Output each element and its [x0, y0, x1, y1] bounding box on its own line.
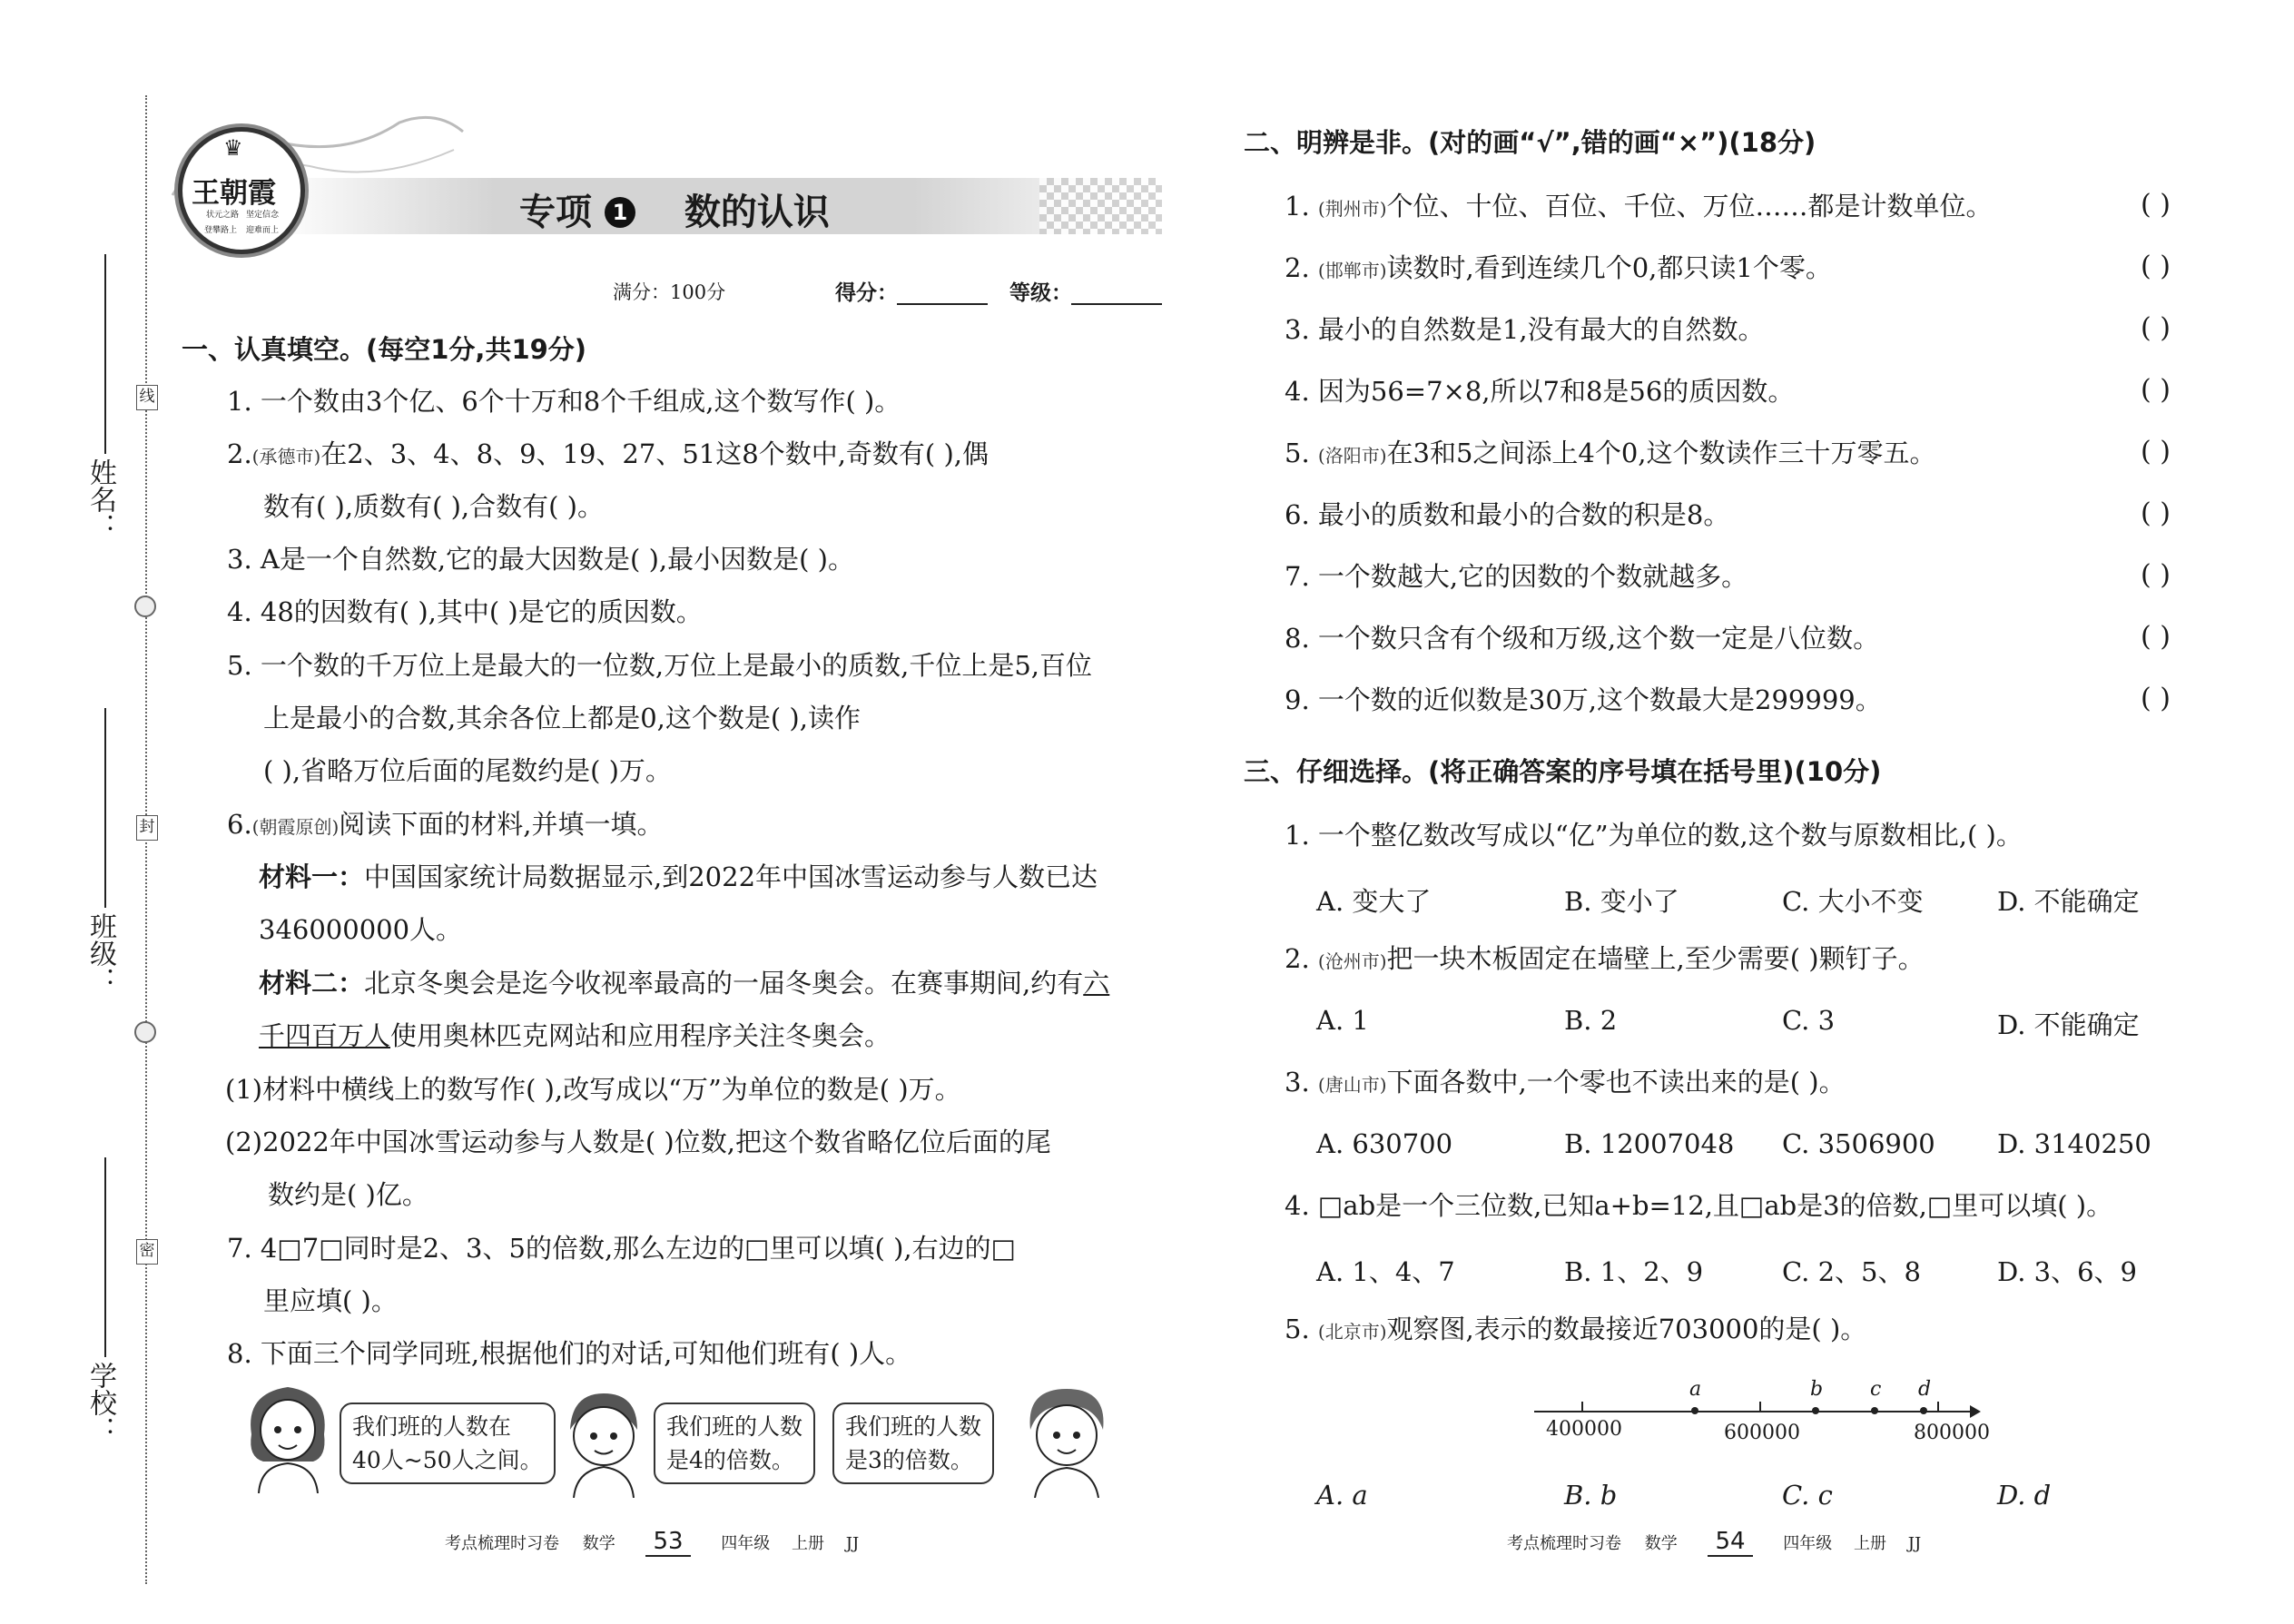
question-3: 3. A是一个自然数,它的最大因数是( ),最小因数是( )。	[227, 544, 854, 575]
title-number-badge: 1	[605, 197, 635, 228]
underlined-number: 六	[1083, 968, 1110, 999]
checker-pattern	[1039, 178, 1162, 234]
footer-right: 考点梳理时习卷 数学 54 四年级 上册 JJ	[1507, 1528, 1922, 1555]
tf-answer-box[interactable]: ( )	[2141, 497, 2171, 529]
point-a	[1691, 1407, 1698, 1414]
choice-1: 1. 一个整亿数改写成以“亿”为单位的数,这个数与原数相比,( )。	[1285, 820, 2023, 851]
binding-hole-icon	[134, 1021, 156, 1043]
point-label-b: b	[1810, 1378, 1824, 1401]
question-5-line-2: 上是最小的合数,其余各位上都是0,这个数是( ),读作	[263, 703, 861, 733]
sub-question-2-line-2: 数约是( )亿。	[268, 1179, 428, 1210]
binding-mark-xian: 线	[136, 385, 158, 410]
section-1-title: 一、认真填空。(每空1分,共19分)	[182, 334, 587, 365]
question-5: 5. 一个数的千万位上是最大的一位数,万位上是最小的质数,千位上是5,百位	[227, 650, 1092, 681]
material-2-line-2: 千四百万人使用奥林匹克网站和应用程序关注冬奥会。	[259, 1020, 891, 1051]
choice-2-option-d[interactable]: D. 不能确定	[1997, 1009, 2140, 1040]
tick-label: 600000	[1724, 1422, 1800, 1444]
question-2-line-2: 数有( ),质数有( ),合数有( )。	[263, 491, 604, 522]
material-2: 材料二：北京冬奥会是迄今收视率最高的一届冬奥会。在赛事期间,约有六	[259, 968, 1110, 999]
page-number: 54	[1708, 1528, 1752, 1557]
tf-item-9: 9. 一个数的近似数是30万,这个数最大是299999。	[1285, 684, 1882, 715]
number-line-axis	[1534, 1411, 1974, 1412]
tick	[1581, 1402, 1583, 1411]
tf-answer-box[interactable]: ( )	[2141, 189, 2171, 221]
logo-text: 王朝霞	[192, 177, 276, 210]
choice-3: 3. (唐山市)下面各数中,一个零也不读出来的是( )。	[1285, 1067, 1846, 1097]
number-line-arrow-icon	[1970, 1405, 1981, 1418]
title-main: 数的认识	[684, 192, 830, 233]
sub-question-2: (2)2022年中国冰雪运动参与人数是( )位数,把这个数省略亿位后面的尾	[225, 1127, 1051, 1157]
class-label: 班级：	[84, 912, 116, 994]
speech-bubble-1: 我们班的人数在 40人~50人之间。	[340, 1403, 556, 1484]
point-label-d: d	[1918, 1378, 1932, 1401]
tf-item-4: 4. 因为56=7×8,所以7和8是56的质因数。	[1285, 376, 1795, 407]
speech-bubble-2: 我们班的人数 是4的倍数。	[654, 1403, 815, 1484]
question-2: 2.(承德市)在2、3、4、8、9、19、27、51这8个数中,奇数有( ),偶	[227, 438, 989, 469]
point-label-c: c	[1870, 1378, 1882, 1401]
choice-5-option-b[interactable]: B. b	[1564, 1480, 1618, 1511]
question-8: 8. 下面三个同学同班,根据他们的对话,可知他们班有( )人。	[227, 1338, 912, 1369]
grade-label: 等级：	[1009, 281, 1072, 305]
material-2-label: 材料二：	[259, 968, 365, 999]
name-label: 姓名：	[84, 458, 116, 540]
question-4: 4. 48的因数有( ),其中( )是它的质因数。	[227, 596, 703, 627]
tf-item-6: 6. 最小的质数和最小的合数的积是8。	[1285, 499, 1730, 530]
choice-5-option-d[interactable]: D. d	[1997, 1480, 2052, 1511]
tf-answer-box[interactable]: ( )	[2141, 251, 2171, 282]
full-score: 满分：100分	[613, 281, 726, 303]
tf-item-7: 7. 一个数越大,它的因数的个数就越多。	[1285, 561, 1748, 592]
boy-cartoon-icon	[554, 1389, 654, 1498]
binding-hole-icon	[134, 595, 156, 617]
material-1-label: 材料一：	[259, 861, 365, 892]
point-b	[1812, 1407, 1819, 1414]
point-c	[1871, 1407, 1878, 1414]
footer-left: 考点梳理时习卷 数学 53 四年级 上册 JJ	[445, 1528, 860, 1555]
choice-2: 2. (沧州市)把一块木板固定在墙壁上,至少需要( )颗钉子。	[1285, 943, 1925, 974]
choice-1-option-d[interactable]: D. 不能确定	[1997, 886, 2140, 917]
question-7-line-2: 里应填( )。	[263, 1285, 398, 1316]
choice-4-option-c[interactable]: C. 2、5、8	[1782, 1256, 1921, 1287]
logo-motto: 迎难而上	[246, 226, 280, 235]
choice-1-option-b[interactable]: B. 变小了	[1564, 886, 1679, 917]
page-title	[519, 183, 830, 235]
question-7: 7. 4□7□同时是2、3、5的倍数,那么左边的□里可以填( ),右边的□	[227, 1233, 1017, 1264]
tf-item-5: 5. (洛阳市)在3和5之间添上4个0,这个数读作三十万零五。	[1285, 438, 1936, 468]
tf-item-3: 3. 最小的自然数是1,没有最大的自然数。	[1285, 314, 1765, 345]
choice-5-option-c[interactable]: C. c	[1782, 1480, 1833, 1511]
grade-field[interactable]	[1071, 303, 1162, 305]
logo-crown-icon: ♛	[223, 135, 243, 161]
tick	[1759, 1402, 1761, 1411]
tf-item-2: 2. (邯郸市)读数时,看到连续几个0,都只读1个零。	[1285, 252, 1832, 283]
girl-cartoon-icon	[241, 1380, 336, 1493]
school-label: 学校：	[84, 1362, 116, 1443]
tick-label: 400000	[1546, 1418, 1622, 1441]
point-label-a: a	[1689, 1378, 1702, 1401]
choice-1-option-a[interactable]: A. 变大了	[1316, 886, 1432, 917]
title-prefix: 专项	[519, 192, 592, 233]
tf-item-8: 8. 一个数只含有个级和万级,这个数一定是八位数。	[1285, 623, 1880, 654]
choice-3-option-b[interactable]: B. 12007048	[1564, 1128, 1735, 1159]
score-label: 得分：	[835, 281, 898, 305]
page-number: 53	[645, 1528, 690, 1557]
binding-mark-feng: 封	[136, 815, 158, 841]
choice-2-option-c[interactable]: C. 3	[1782, 1005, 1836, 1036]
score-field[interactable]	[897, 303, 988, 305]
tf-item-1: 1. (荆州市)个位、十位、百位、千位、万位……都是计数单位。	[1285, 191, 1993, 221]
choice-5: 5. (北京市)观察图,表示的数最接近703000的是( )。	[1285, 1314, 1867, 1344]
question-5-line-3: ( ),省略万位后面的尾数约是( )万。	[263, 755, 672, 786]
sub-question-1: (1)材料中横线上的数写作( ),改写成以“万”为单位的数是( )万。	[225, 1074, 961, 1105]
tick	[1937, 1402, 1939, 1411]
boy-2-cartoon-icon	[1017, 1384, 1117, 1498]
tf-answer-box[interactable]: ( )	[2141, 621, 2171, 653]
choice-3-option-d[interactable]: D. 3140250	[1997, 1128, 2151, 1159]
choice-2-option-b[interactable]: B. 2	[1564, 1005, 1618, 1036]
choice-4: 4. □ab是一个三位数,已知a+b=12,且□ab是3的倍数,□里可以填( )。	[1285, 1190, 2113, 1221]
name-line	[104, 254, 106, 454]
choice-2-option-a[interactable]: A. 1	[1316, 1005, 1369, 1036]
choice-3-option-c[interactable]: C. 3506900	[1782, 1128, 1935, 1159]
logo-motto: 登攀路上	[204, 226, 238, 235]
point-d	[1920, 1407, 1927, 1414]
tf-answer-box[interactable]: ( )	[2141, 436, 2171, 468]
class-line	[104, 708, 106, 908]
question-6: 6.(朝霞原创)阅读下面的材料,并填一填。	[227, 809, 664, 840]
logo-badge	[178, 127, 305, 254]
tf-answer-box[interactable]: ( )	[2141, 559, 2171, 591]
logo-motto: 状元之路	[206, 211, 240, 220]
choice-1-option-c[interactable]: C. 大小不变	[1782, 886, 1924, 917]
logo-motto: 坚定信念	[246, 211, 280, 220]
tf-answer-box[interactable]: ( )	[2141, 312, 2171, 344]
tf-answer-box[interactable]: ( )	[2141, 374, 2171, 406]
tick-label: 800000	[1914, 1422, 1990, 1444]
choice-5-option-a[interactable]: A. a	[1316, 1480, 1368, 1511]
school-line	[104, 1157, 106, 1357]
choice-4-option-d[interactable]: D. 3、6、9	[1997, 1256, 2138, 1287]
question-tag: (朝霞原创)	[251, 816, 340, 838]
choice-3-option-a[interactable]: A. 630700	[1316, 1128, 1453, 1159]
speech-bubble-3: 我们班的人数 是3的倍数。	[832, 1403, 994, 1484]
section-2-title: 二、明辨是非。(对的画“√”,错的画“×”)(18分)	[1244, 127, 1816, 158]
question-1: 1. 一个数由3个亿、6个十万和8个千组成,这个数写作( )。	[227, 386, 901, 417]
choice-4-option-b[interactable]: B. 1、2、9	[1564, 1256, 1704, 1287]
tf-answer-box[interactable]: ( )	[2141, 683, 2171, 714]
question-tag: (承德市)	[251, 446, 321, 468]
binding-mark-mi: 密	[136, 1239, 158, 1265]
material-1-line-2: 346000000人。	[259, 914, 463, 945]
section-3-title: 三、仔细选择。(将正确答案的序号填在括号里)(10分)	[1244, 756, 1882, 787]
material-1: 材料一：中国国家统计局数据显示,到2022年中国冰雪运动参与人数已达	[259, 861, 1098, 892]
choice-4-option-a[interactable]: A. 1、4、7	[1316, 1256, 1455, 1287]
underlined-number: 千四百万人	[259, 1020, 391, 1051]
